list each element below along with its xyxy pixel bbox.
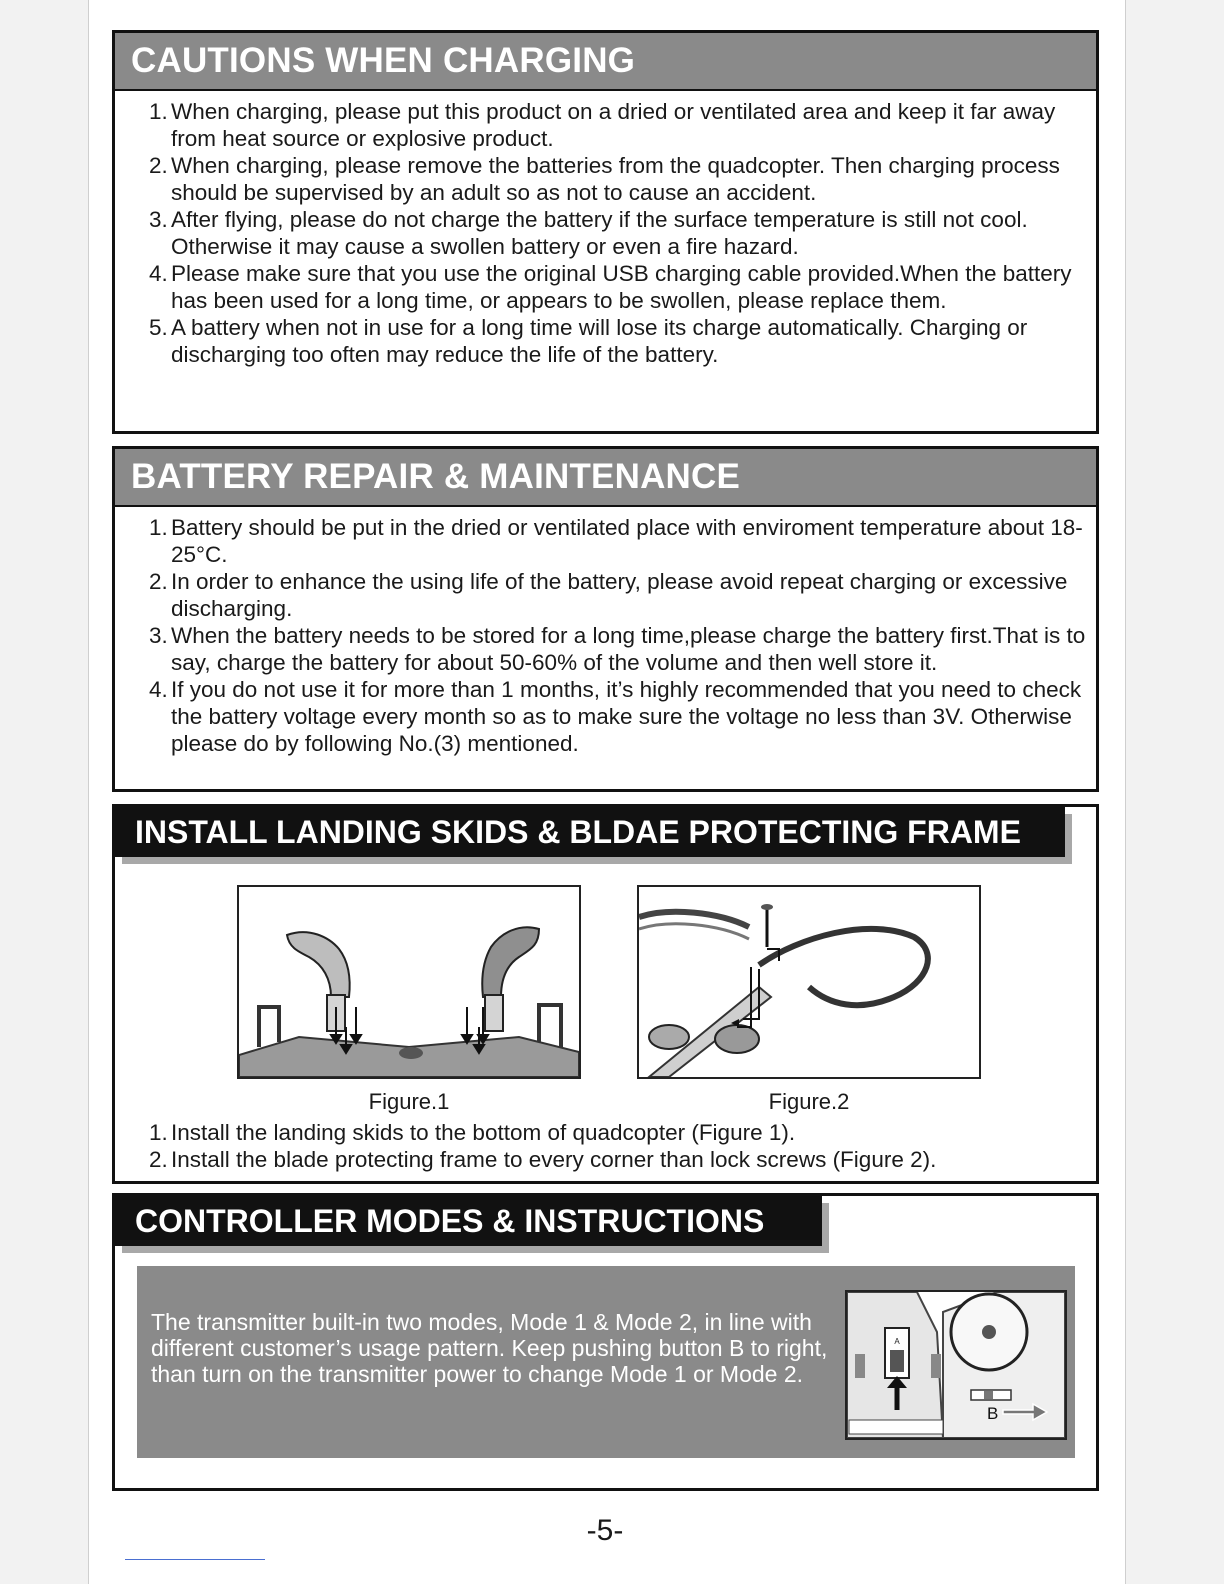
section-cautions-charging: [112, 30, 1099, 434]
page-margin-right: [1125, 0, 1224, 1584]
item-number: 2.: [149, 153, 168, 178]
figure-1-landing-skids: [237, 885, 581, 1079]
section-battery-maintenance: [112, 446, 1099, 792]
item-number: 2.: [149, 1147, 168, 1172]
item-text: In order to enhance the using life of the battery, please avoid repeat charging or excessive discharging.: [171, 569, 1068, 621]
item-number: 1.: [149, 515, 168, 540]
transmitter-illustration: [847, 1292, 1065, 1438]
item-number: 5.: [149, 315, 168, 340]
item-number: 3.: [149, 207, 168, 232]
section-controller-modes: [112, 1193, 1099, 1491]
transmitter-figure: [845, 1290, 1067, 1440]
list-item: [115, 1119, 1096, 1146]
list-item: [115, 622, 1096, 676]
section-title: BATTERY REPAIR & MAINTENANCE: [115, 449, 1096, 507]
controller-panel: [137, 1266, 1075, 1458]
list-item: [115, 152, 1096, 206]
item-text: When the battery needs to be stored for a long time,please charge the battery first.That is to say, charge the battery for about 50-60% of the volume and then well store it.: [171, 623, 1086, 675]
item-text: When charging, please remove the batteries from the quadcopter. Then charging process should be supervised by an adult so as not to cause an accident.: [171, 153, 1060, 205]
list-item: [115, 98, 1096, 152]
section-title: CONTROLLER MODES & INSTRUCTIONS: [115, 1196, 822, 1246]
section-title: CAUTIONS WHEN CHARGING: [115, 33, 1096, 91]
battery-list: [115, 514, 1096, 757]
item-number: 3.: [149, 623, 168, 648]
footer-rule: [125, 1559, 265, 1560]
page-margin-left: [0, 0, 89, 1584]
figure-1-caption: Figure.1: [368, 1089, 450, 1114]
item-number: 1.: [149, 99, 168, 124]
item-text: When charging, please put this product on a dried or ventilated area and keep it far away from heat source or explosive product.: [171, 99, 1056, 151]
list-item: [115, 1146, 1096, 1173]
page-number: -5-: [586, 1514, 624, 1547]
item-text: Install the landing skids to the bottom of quadcopter (Figure 1).: [171, 1120, 796, 1145]
cautions-list: [115, 98, 1096, 368]
item-text: Please make sure that you use the original USB charging cable provided.When the battery has been used for a long time, or appears to be swollen, please replace them.: [171, 261, 1072, 313]
item-number: 2.: [149, 569, 168, 594]
button-b-label: B: [987, 1404, 999, 1423]
figure-2-protecting-frame: [637, 885, 981, 1079]
list-item: [115, 514, 1096, 568]
landing-skids-illustration: [239, 887, 579, 1077]
list-item: [115, 314, 1096, 368]
controller-instructions: The transmitter built-in two modes, Mode 1 & Mode 2, in line with different customer’s usage pattern. Keep pushing button B to right, than turn on the transmitter power to change Mode 1 or Mode 2.: [151, 1309, 828, 1387]
section-install-landing-skids: [112, 804, 1099, 1184]
item-number: 4.: [149, 261, 168, 286]
item-text: After flying, please do not charge the battery if the surface temperature is still not cool. Otherwise it may cause a swollen battery or even a fire hazard.: [171, 207, 1028, 259]
section-title: INSTALL LANDING SKIDS & BLDAE PROTECTING FRAME: [115, 807, 1065, 857]
figure-2-caption: Figure.2: [768, 1089, 850, 1114]
protecting-frame-illustration: [639, 887, 979, 1077]
list-item: [115, 206, 1096, 260]
install-list: [115, 1119, 1096, 1173]
list-item: [115, 676, 1096, 757]
list-item: [115, 568, 1096, 622]
item-text: A battery when not in use for a long time will lose its charge automatically. Charging or discharging too often may reduce the life of the battery.: [171, 315, 1028, 367]
item-number: 1.: [149, 1120, 168, 1145]
item-number: 4.: [149, 677, 168, 702]
item-text: Install the blade protecting frame to every corner than lock screws (Figure 2).: [171, 1147, 937, 1172]
list-item: [115, 260, 1096, 314]
item-text: If you do not use it for more than 1 months, it’s highly recommended that you need to check the battery voltage every month so as to make sure the voltage no less than 3V. Otherwise please do by following No.(3) mentioned.: [171, 677, 1082, 756]
item-text: Battery should be put in the dried or ventilated place with enviroment temperature about 18-25°C.: [171, 515, 1083, 567]
svg-text:A: A: [894, 1337, 900, 1346]
